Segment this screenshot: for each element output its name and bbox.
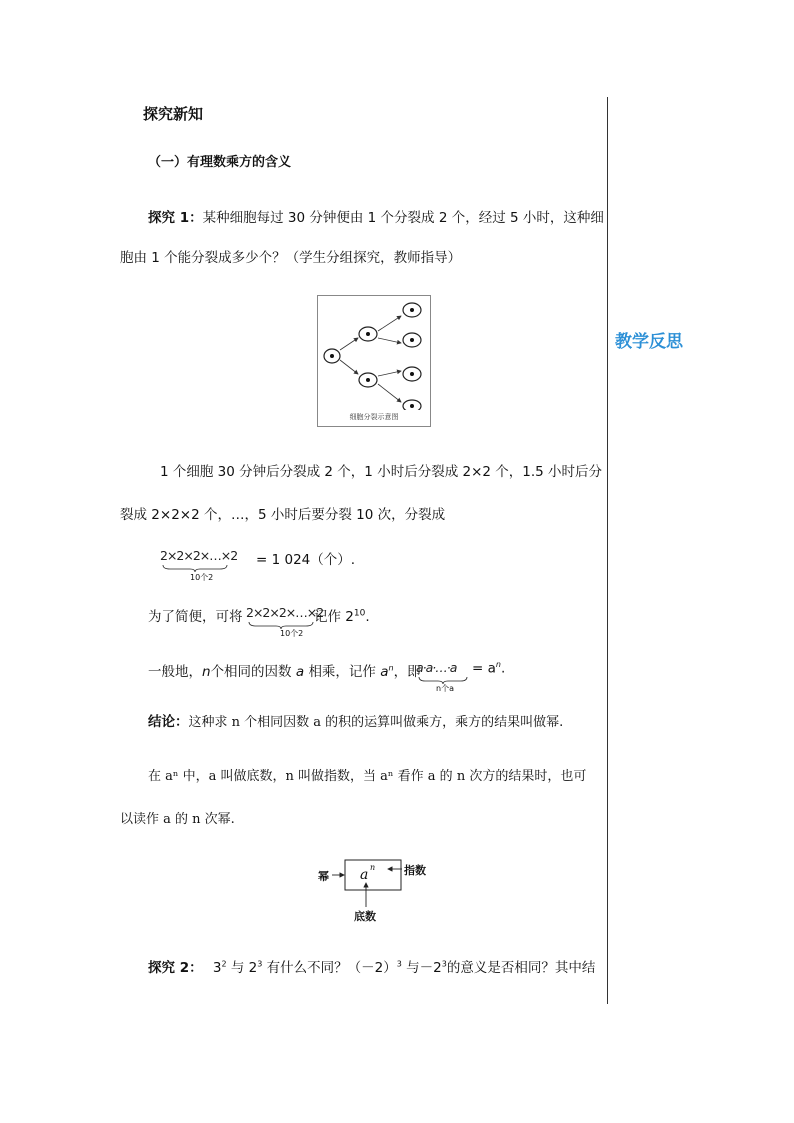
general-n: n xyxy=(202,664,211,680)
general-a: a xyxy=(295,664,305,680)
teaching-reflection-title: 教学反思 xyxy=(615,332,683,352)
general-product: a·a·…·a xyxy=(416,660,457,675)
figure-caption: 细胞分裂示意图 xyxy=(349,413,399,421)
general-result-exp: n xyxy=(495,660,501,669)
cell-division-figure xyxy=(317,295,431,427)
para2-line2: 裂成 2×2×2 个，…，5 小时后要分裂 10 次，分裂成 xyxy=(120,507,446,523)
simplify-underbrace-label: 10个2 xyxy=(280,629,304,638)
base-label: 底数 xyxy=(354,910,376,923)
power-label: 幂 xyxy=(318,870,329,883)
diagram-a: a xyxy=(360,867,369,883)
column-divider xyxy=(607,97,608,1004)
explore2-e2: 3 xyxy=(257,959,263,969)
explore1-line1 xyxy=(148,206,604,226)
simplify-end: . xyxy=(365,609,370,625)
diagram-n: n xyxy=(370,863,376,872)
general-result: = a xyxy=(472,660,496,677)
explore2-t3: 有什么不同？（－2） xyxy=(266,960,397,976)
product-expression: 2×2×2×…×2 xyxy=(160,548,238,563)
general-definition xyxy=(148,660,568,696)
explore1-text1: 某种细胞每过 30 分钟便由 1 个分裂成 2 个，经过 5 小时，这种细 xyxy=(202,210,604,226)
explore2-e1: 2 xyxy=(221,959,227,969)
note-line1: 在 aⁿ 中，a 叫做底数，n 叫做指数，当 aⁿ 看作 a 的 n 次方的结果时，也可 xyxy=(148,769,587,784)
explore2-e3: 3 xyxy=(396,959,402,969)
explore2-label: 探究 2： xyxy=(148,960,203,976)
explore2-t4: 与－2 xyxy=(406,960,442,976)
section-heading: 探究新知 xyxy=(143,105,204,123)
underbrace xyxy=(162,564,228,572)
general-p2: 个相同的因数 xyxy=(210,664,292,680)
simplify-product: 2×2×2×…×2 xyxy=(246,605,324,620)
equation-power-of-two xyxy=(160,548,380,588)
conclusion-label: 结论： xyxy=(148,714,189,730)
explore2-t2: 与 2 xyxy=(230,960,258,976)
explore2-t5: 的意义是否相同？其中结 xyxy=(446,960,596,976)
note-line2: 以读作 a 的 n 次幂. xyxy=(120,812,235,827)
simplify-suffix: 记作 2 xyxy=(314,609,354,625)
exponent-label: 指数 xyxy=(404,864,426,877)
general-an-exp: n xyxy=(388,663,394,673)
simplify-line xyxy=(148,605,408,641)
explore1-line2: 胞由 1 个能分裂成多少个？（学生分组探究，教师指导） xyxy=(120,250,462,266)
general-p4: ，即 xyxy=(393,664,421,680)
explore2-e4: 3 xyxy=(441,959,447,969)
cell-division-diagram xyxy=(318,296,430,410)
general-underbrace-label: n个a xyxy=(436,684,454,693)
power-diagram xyxy=(316,855,436,925)
general-p3: 相乘，记作 xyxy=(308,664,376,680)
subsection-heading: （一）有理数乘方的含义 xyxy=(148,155,292,170)
conclusion xyxy=(148,710,563,730)
simplify-prefix: 为了简便，可将 xyxy=(148,609,243,625)
explore2-t1: 3 xyxy=(212,960,222,976)
equation-result: = 1 024（个）. xyxy=(256,552,356,568)
simplify-exponent: 10 xyxy=(353,608,366,619)
explore2 xyxy=(148,956,595,976)
para2-line1: 1 个细胞 30 分钟后分裂成 2 个，1 小时后分裂成 2×2 个，1.5 小时后分 xyxy=(160,464,603,480)
general-an-base: a xyxy=(380,664,389,680)
general-p1: 一般地， xyxy=(148,664,202,680)
general-end: . xyxy=(500,660,506,677)
conclusion-text: 这种求 n 个相同因数 a 的积的运算叫做乘方，乘方的结果叫做幂. xyxy=(188,715,564,730)
underbrace-label: 10个2 xyxy=(190,573,214,582)
explore1-label: 探究 1： xyxy=(148,210,203,226)
